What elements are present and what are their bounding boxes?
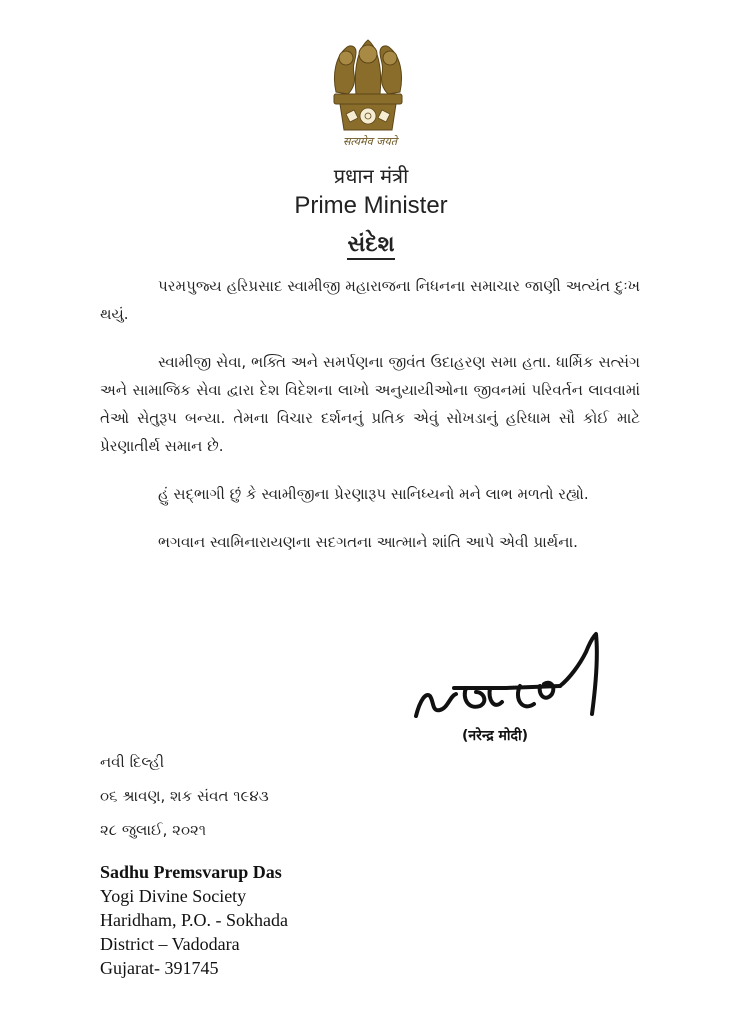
- paragraph: ભગવાન સ્વામિનારાયણના સદગતના આત્માને શાંતિ આપે એવી પ્રાર્થના.: [158, 533, 578, 551]
- addressee-block: [100, 860, 288, 980]
- dateline: [100, 748, 269, 850]
- addressee-line: Gujarat- 391745: [100, 958, 219, 978]
- dateline-date: ૨૮ જુલાઈ, ૨૦૨૧: [100, 821, 207, 839]
- dateline-place: નવી દિલ્હી: [100, 753, 165, 771]
- dateline-shaka-date: ૦૬ શ્રાવણ, શક સંવત ૧૯૪૩: [100, 787, 269, 805]
- office-title-english: Prime Minister: [294, 192, 448, 219]
- national-emblem-icon: [326, 34, 410, 140]
- letter-heading: [0, 232, 742, 257]
- emblem-motto: सत्यमेव जयते: [342, 135, 397, 148]
- addressee-line: Haridham, P.O. - Sokhada: [100, 910, 288, 930]
- paragraph: સ્વામીજી સેવા, ભક્તિ અને સમર્પણના જીવંત ઉદાહરણ સમા હતા. ધાર્મિક સત્સંગ અને સામાજિક સેવા દ્વારા દેશ વિદેશના લાખો અનુયાયીઓના જીવનમાં પરિવર્તન લાવવામાં તેઓ સેતુરૂપ બન્યા. તેમના વિચાર દર્શનનું પ્રતિક એવું સોખડાનું હરિધામ સૌ કોઈ માટે પ્રેરણાતીર્થ સમાન છે.: [100, 353, 640, 455]
- addressee-line: Yogi Divine Society: [100, 886, 247, 906]
- addressee-name: Sadhu Premsvarup Das: [100, 862, 282, 882]
- paragraph: હું સદ્ભાગી છું કે સ્વામીજીના પ્રેરણારૂપ સાનિધ્યનો મને લાભ મળતો રહ્યો.: [158, 485, 589, 503]
- signer-name: (नरेन्द्र मोदी): [462, 728, 528, 744]
- office-title-hindi: प्रधान मंत्री: [333, 164, 409, 188]
- paragraph: પરમપુજ્ય હરિપ્રસાદ સ્વામીજી મહારાજના નિધનના સમાચાર જાણી અત્યંત દુઃખ થયું.: [100, 277, 640, 323]
- letter-body: [100, 272, 640, 576]
- heading-text: સંદેશ: [347, 232, 394, 260]
- signature-image: [410, 630, 610, 722]
- addressee-line: District – Vadodara: [100, 934, 240, 954]
